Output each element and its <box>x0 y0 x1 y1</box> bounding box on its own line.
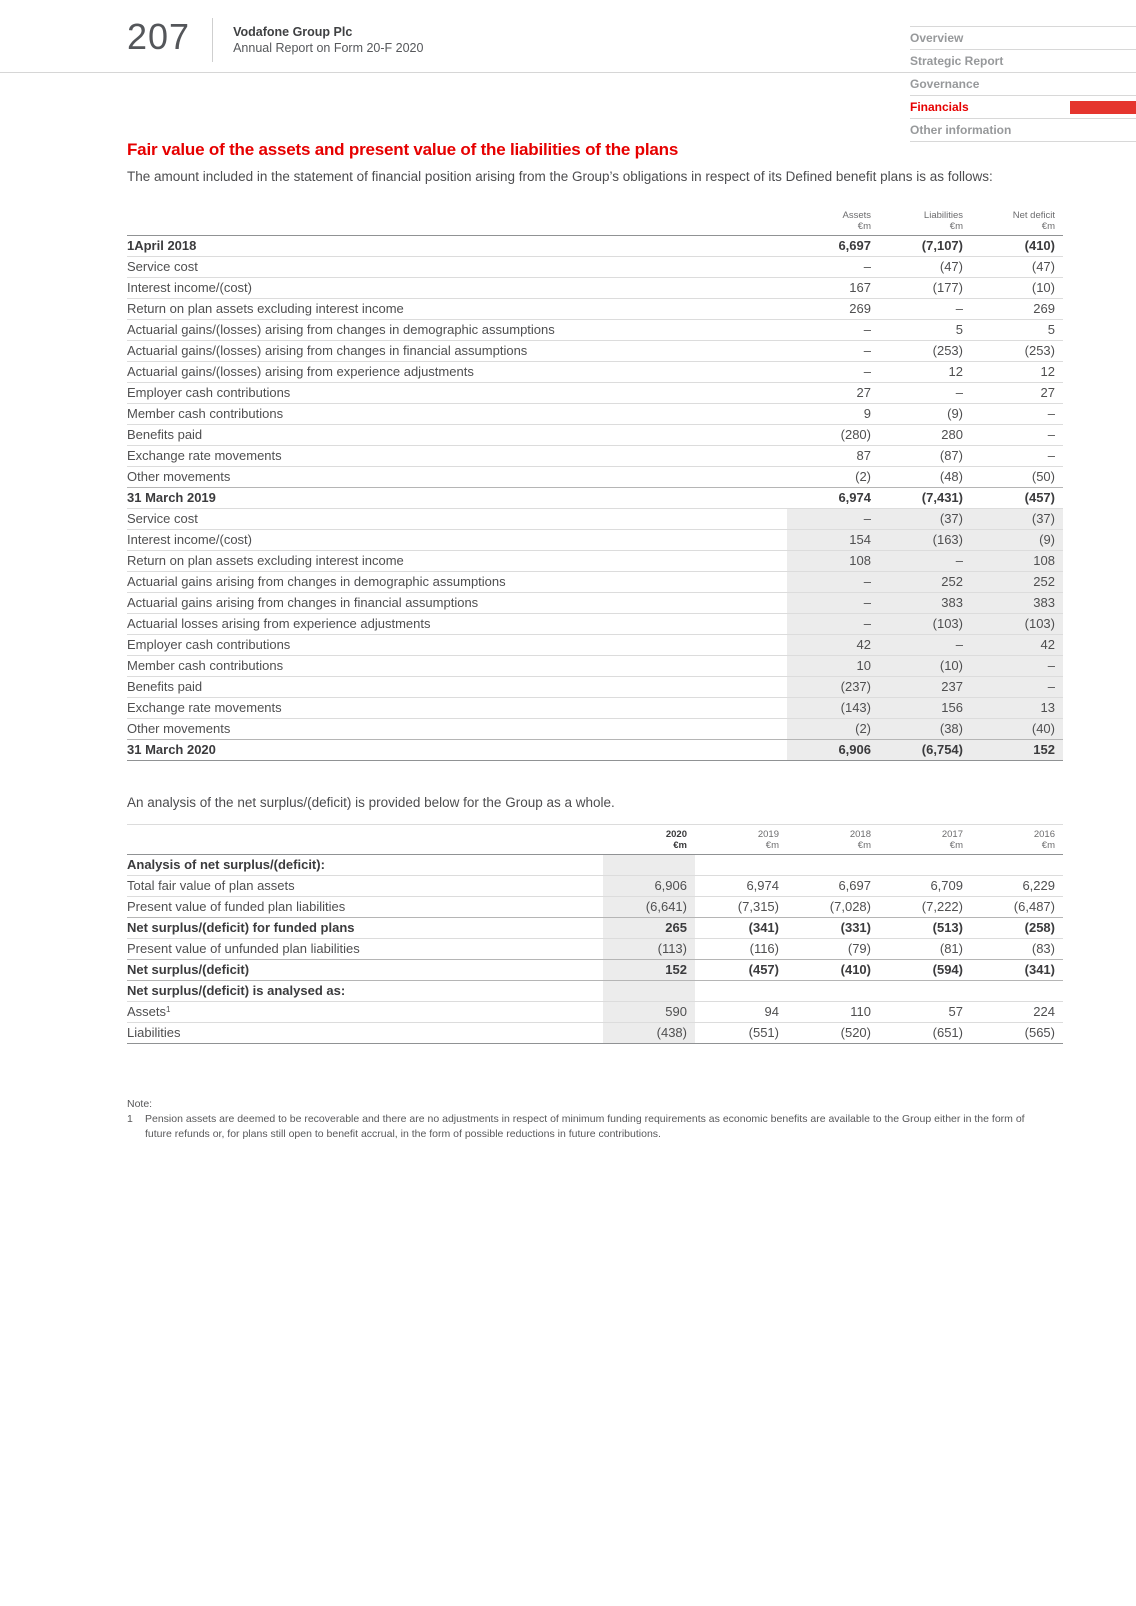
row-value: (10) <box>879 656 971 677</box>
page-content <box>0 140 1136 1142</box>
row-value: (48) <box>879 467 971 488</box>
footnote-number: 1 <box>127 1113 133 1125</box>
table-row <box>127 362 1063 383</box>
row-label: Service cost <box>127 257 787 278</box>
row-value: (7,107) <box>921 238 963 253</box>
row-label: Actuarial gains/(losses) arising from experience adjustments <box>127 362 787 383</box>
row-value: (103) <box>971 614 1063 635</box>
row-value: – <box>971 425 1063 446</box>
column-header-2020 <box>603 825 695 855</box>
row-label: Actuarial gains arising from changes in financial assumptions <box>127 593 787 614</box>
column-unit: €m <box>949 221 963 232</box>
column-label: 2016 <box>1033 829 1055 840</box>
row-value: – <box>879 551 971 572</box>
row-value: 237 <box>879 677 971 698</box>
footnote-text: Pension assets are deemed to be recoverable and there are no adjustments in respect of minimum funding requirements as economic benefits are available to the Group either in the form of future refunds or, for plans still open to benefit accrual, in the form of possible reductions in future contributions. <box>145 1113 1025 1140</box>
column-label: 2019 <box>757 829 779 840</box>
row-value: (40) <box>971 719 1063 740</box>
row-value: – <box>787 257 879 278</box>
row-label: Exchange rate movements <box>127 698 787 719</box>
row-value <box>603 981 695 1002</box>
footnote-reference: 1 <box>166 1005 171 1014</box>
nav-item-overview[interactable]: Overview <box>910 26 1136 49</box>
row-value: (113) <box>603 939 695 960</box>
net-surplus-analysis-table <box>127 824 1063 1044</box>
row-value: (6,641) <box>603 897 695 918</box>
row-value: (6,487) <box>971 897 1063 918</box>
row-value: (594) <box>879 960 971 981</box>
row-value <box>879 855 971 876</box>
row-value: 57 <box>879 1002 971 1023</box>
row-value: 13 <box>971 698 1063 719</box>
column-unit: €m <box>765 840 779 851</box>
table-row <box>127 981 1063 1002</box>
row-value: 6,697 <box>787 876 879 897</box>
table-row <box>127 918 1063 939</box>
row-value: (83) <box>971 939 1063 960</box>
column-header-assets <box>787 206 879 236</box>
table-row <box>127 341 1063 362</box>
column-header-liabilities <box>879 206 971 236</box>
row-value: (565) <box>971 1023 1063 1044</box>
page-number: 207 <box>127 16 191 57</box>
nav-item-financials[interactable] <box>910 95 1136 118</box>
row-value: – <box>787 362 879 383</box>
table-row <box>127 404 1063 425</box>
table-row <box>127 1023 1063 1044</box>
row-value: – <box>879 635 971 656</box>
empty-header-cell <box>127 206 787 236</box>
column-label: 2020 <box>665 829 687 840</box>
row-value: (47) <box>879 257 971 278</box>
row-value: 6,229 <box>971 876 1063 897</box>
table-row <box>127 897 1063 918</box>
table-row <box>127 677 1063 698</box>
row-value: (331) <box>787 918 879 939</box>
table-row <box>127 446 1063 467</box>
row-label: Interest income/(cost) <box>127 278 787 299</box>
column-unit: €m <box>1041 221 1055 232</box>
table-row <box>127 572 1063 593</box>
row-label: Net surplus/(deficit) is analysed as: <box>127 981 603 1002</box>
row-label: Actuarial gains/(losses) arising from changes in demographic assumptions <box>127 320 787 341</box>
table-row <box>127 698 1063 719</box>
row-value: 27 <box>971 383 1063 404</box>
row-value: (163) <box>879 530 971 551</box>
row-label: Member cash contributions <box>127 404 787 425</box>
row-value: (79) <box>787 939 879 960</box>
table-row <box>127 299 1063 320</box>
row-value <box>971 855 1063 876</box>
table-row <box>127 876 1063 897</box>
nav-item-governance[interactable]: Governance <box>910 72 1136 95</box>
row-label: Benefits paid <box>127 677 787 698</box>
column-label: 2017 <box>941 829 963 840</box>
header-divider <box>212 18 213 62</box>
row-label: 31 March 2020 <box>127 740 787 761</box>
table-row <box>127 530 1063 551</box>
row-label: Present value of funded plan liabilities <box>127 897 603 918</box>
row-label: Analysis of net surplus/(deficit): <box>127 857 325 872</box>
row-value: (651) <box>879 1023 971 1044</box>
row-value: 6,709 <box>879 876 971 897</box>
row-value: (81) <box>879 939 971 960</box>
row-label: Employer cash contributions <box>127 635 787 656</box>
footnote-item <box>127 1112 1035 1142</box>
row-value: (2) <box>787 719 879 740</box>
row-value: 42 <box>787 635 879 656</box>
nav-item-other-information[interactable]: Other information <box>910 118 1136 142</box>
table-row <box>127 320 1063 341</box>
row-value <box>787 981 879 1002</box>
row-value: (410) <box>1024 238 1055 253</box>
row-value: 167 <box>787 278 879 299</box>
row-value: 280 <box>879 425 971 446</box>
row-value: (47) <box>971 257 1063 278</box>
row-value: – <box>971 677 1063 698</box>
row-label: Exchange rate movements <box>127 446 787 467</box>
row-value: 156 <box>879 698 971 719</box>
table-row <box>127 278 1063 299</box>
row-value <box>879 981 971 1002</box>
row-value: (237) <box>787 677 879 698</box>
row-value: (38) <box>879 719 971 740</box>
column-header-2017 <box>879 825 971 855</box>
row-label: Present value of unfunded plan liabilities <box>127 939 603 960</box>
table-row <box>127 488 1063 509</box>
section-title: Fair value of the assets and present value of the liabilities of the plans <box>127 140 679 159</box>
table-row <box>127 467 1063 488</box>
footnote-block <box>127 1097 1035 1142</box>
section-nav <box>910 26 1136 142</box>
row-value <box>787 855 879 876</box>
row-value: (143) <box>787 698 879 719</box>
column-header-2019 <box>695 825 787 855</box>
table-header-row <box>127 825 1063 855</box>
empty-header-cell <box>127 825 603 855</box>
table-row <box>127 740 1063 761</box>
row-value: 108 <box>787 551 879 572</box>
table-row <box>127 1002 1063 1023</box>
row-value: 12 <box>971 362 1063 383</box>
row-value: (7,028) <box>787 897 879 918</box>
row-value: 110 <box>787 1002 879 1023</box>
row-value: (513) <box>879 918 971 939</box>
row-label: Net surplus/(deficit) for funded plans <box>127 918 603 939</box>
row-value: (37) <box>971 509 1063 530</box>
table-row <box>127 719 1063 740</box>
report-title: Annual Report on Form 20-F 2020 <box>233 41 424 55</box>
table-row <box>127 257 1063 278</box>
row-value: 269 <box>787 299 879 320</box>
row-value: (177) <box>879 278 971 299</box>
table-row <box>127 236 1063 257</box>
row-value: – <box>787 341 879 362</box>
table-row <box>127 425 1063 446</box>
row-value: 265 <box>603 918 695 939</box>
row-value <box>971 981 1063 1002</box>
row-value: (2) <box>787 467 879 488</box>
row-label: Actuarial losses arising from experience adjustments <box>127 614 787 635</box>
row-value: – <box>879 383 971 404</box>
row-value: 12 <box>879 362 971 383</box>
table-row <box>127 383 1063 404</box>
nav-item-label: Financials <box>910 100 969 114</box>
row-value: (87) <box>879 446 971 467</box>
row-value: (9) <box>879 404 971 425</box>
row-value: – <box>971 656 1063 677</box>
row-value: – <box>787 593 879 614</box>
row-value: (253) <box>879 341 971 362</box>
column-unit: €m <box>857 840 871 851</box>
plan-movements-table <box>127 206 1063 761</box>
table-row <box>127 960 1063 981</box>
row-label: Member cash contributions <box>127 656 787 677</box>
row-value: 5 <box>971 320 1063 341</box>
row-value: 252 <box>879 572 971 593</box>
row-value: 383 <box>971 593 1063 614</box>
row-value: (7,222) <box>879 897 971 918</box>
table-row <box>127 635 1063 656</box>
row-value: (280) <box>787 425 879 446</box>
table-row <box>127 656 1063 677</box>
table-row <box>127 614 1063 635</box>
row-value: (258) <box>971 918 1063 939</box>
row-value: (103) <box>879 614 971 635</box>
row-value: 42 <box>971 635 1063 656</box>
row-label: Other movements <box>127 719 787 740</box>
row-label: Total fair value of plan assets <box>127 876 603 897</box>
column-unit: €m <box>949 840 963 851</box>
row-value: 6,974 <box>695 876 787 897</box>
row-value: 152 <box>971 740 1063 761</box>
row-label: Benefits paid <box>127 425 787 446</box>
row-value: (410) <box>787 960 879 981</box>
column-unit: €m <box>673 840 687 851</box>
row-value: – <box>787 614 879 635</box>
row-label: Net surplus/(deficit) <box>127 960 603 981</box>
row-label: Return on plan assets excluding interest income <box>127 551 787 572</box>
row-value: (341) <box>971 960 1063 981</box>
row-value: 154 <box>787 530 879 551</box>
row-value: 9 <box>787 404 879 425</box>
row-label: Liabilities <box>127 1023 603 1044</box>
row-label: Other movements <box>127 467 787 488</box>
row-label: Actuarial gains/(losses) arising from changes in financial assumptions <box>127 341 787 362</box>
column-header-2018 <box>787 825 879 855</box>
header-rule <box>0 72 928 73</box>
row-value: 269 <box>971 299 1063 320</box>
row-value: (6,754) <box>879 740 971 761</box>
row-value <box>603 855 695 876</box>
row-value: 152 <box>603 960 695 981</box>
row-value: – <box>971 404 1063 425</box>
row-value: 6,906 <box>787 740 879 761</box>
column-unit: €m <box>1041 840 1055 851</box>
row-value: (116) <box>695 939 787 960</box>
column-label: Net deficit <box>1012 210 1055 221</box>
table-row <box>127 855 1063 876</box>
row-label: 1April 2018 <box>127 238 197 253</box>
row-value: (551) <box>695 1023 787 1044</box>
row-value: (520) <box>787 1023 879 1044</box>
row-value: (10) <box>971 278 1063 299</box>
row-value: (7,431) <box>879 488 971 509</box>
column-label: 2018 <box>849 829 871 840</box>
row-value: 6,906 <box>603 876 695 897</box>
row-value <box>695 855 787 876</box>
row-value: – <box>787 509 879 530</box>
nav-item-strategic-report[interactable]: Strategic Report <box>910 49 1136 72</box>
row-value: 6,974 <box>787 488 879 509</box>
row-value: (9) <box>971 530 1063 551</box>
row-value: (37) <box>879 509 971 530</box>
analysis-intro: An analysis of the net surplus/(deficit) is provided below for the Group as a whole. <box>127 795 615 810</box>
column-header-2016 <box>971 825 1063 855</box>
row-value: 94 <box>695 1002 787 1023</box>
row-value: – <box>971 446 1063 467</box>
row-value: (50) <box>971 467 1063 488</box>
row-value: 108 <box>971 551 1063 572</box>
column-label: Liabilities <box>923 210 963 221</box>
row-value: 10 <box>787 656 879 677</box>
row-value: 6,697 <box>838 238 871 253</box>
row-label: Actuarial gains arising from changes in demographic assumptions <box>127 572 787 593</box>
table-row <box>127 939 1063 960</box>
row-value: 383 <box>879 593 971 614</box>
row-value <box>695 981 787 1002</box>
row-value: 224 <box>971 1002 1063 1023</box>
row-value: (457) <box>695 960 787 981</box>
column-header-net-deficit <box>971 206 1063 236</box>
row-value: 5 <box>879 320 971 341</box>
column-unit: €m <box>857 221 871 232</box>
column-label: Assets <box>842 210 871 221</box>
row-value: (438) <box>603 1023 695 1044</box>
table-row <box>127 509 1063 530</box>
table-header-row <box>127 206 1063 236</box>
row-value: (7,315) <box>695 897 787 918</box>
row-value: – <box>787 572 879 593</box>
footnote-heading: Note: <box>127 1098 153 1110</box>
row-label: Return on plan assets excluding interest income <box>127 299 787 320</box>
row-value: (253) <box>971 341 1063 362</box>
row-value: – <box>879 299 971 320</box>
row-value: (457) <box>971 488 1063 509</box>
company-name: Vodafone Group Plc <box>233 25 353 39</box>
table-row <box>127 551 1063 572</box>
row-value: (341) <box>695 918 787 939</box>
row-label: Interest income/(cost) <box>127 530 787 551</box>
row-value: 590 <box>603 1002 695 1023</box>
active-section-marker <box>1070 101 1136 114</box>
row-value: 87 <box>787 446 879 467</box>
table-row <box>127 593 1063 614</box>
row-value: – <box>787 320 879 341</box>
row-value: 27 <box>787 383 879 404</box>
row-label: 31 March 2019 <box>127 488 787 509</box>
row-value: 252 <box>971 572 1063 593</box>
row-label: Employer cash contributions <box>127 383 787 404</box>
section-intro: The amount included in the statement of financial position arising from the Group’s obligations in respect of its Defined benefit plans is as follows: <box>127 169 993 184</box>
row-label: Assets$^1$ <box>127 1002 603 1023</box>
row-label: Service cost <box>127 509 787 530</box>
